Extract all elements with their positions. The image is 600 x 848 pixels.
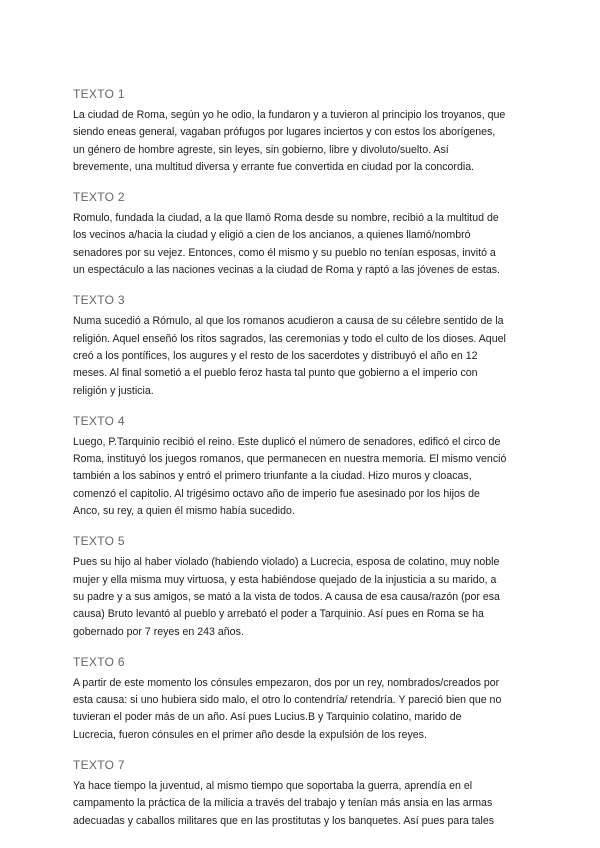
paragraph-line: mujer y ella misma muy virtuosa, y esta habiéndose quejado de la injusticia a su marido, a	[73, 573, 497, 586]
section-heading: TEXTO 2	[73, 190, 125, 205]
paragraph-line: un género de hombre agreste, sin leyes, sin gobierno, libre y divoluto/suelto. Así	[73, 143, 449, 156]
document-page	[73, 86, 533, 843]
paragraph-line: Luego, P.Tarquinio recibió el reino. Este duplicó el número de senadores, edificó el circo de	[73, 435, 501, 448]
section-texto-5	[73, 533, 533, 640]
paragraph-line: Roma, instituyó los juegos romanos, que permanecen en nuestra memoria. El mismo venció	[73, 453, 507, 466]
paragraph-line: Pues su hijo al haber violado (habiendo violado) a Lucrecia, esposa de colatino, muy noble	[73, 556, 500, 569]
section-paragraph	[73, 778, 533, 830]
paragraph-line: A partir de este momento los cónsules empezaron, dos por un rey, nombrados/creados por	[73, 676, 500, 689]
section-heading: TEXTO 1	[73, 87, 125, 101]
section-paragraph	[73, 313, 533, 399]
paragraph-line: causa) Bruto levantó al pueblo y arrebató el poder a Tarquinio. Así pues en Roma se ha	[73, 608, 484, 621]
paragraph-line: los vecinos a/hacia la ciudad y eligió a cien de los ancianos, a quienes llamó/nombró	[73, 229, 471, 242]
section-texto-3	[73, 292, 533, 399]
section-texto-7	[73, 757, 533, 830]
section-paragraph	[73, 434, 533, 520]
section-heading: TEXTO 3	[73, 293, 125, 308]
paragraph-line: Anco, su rey, a quien él mismo había sucedido.	[73, 505, 295, 518]
section-texto-6	[73, 654, 533, 744]
paragraph-line: esta causa: si uno hubiera sido malo, el otro lo contendría/ retendría. Y pareció bien que no	[73, 694, 502, 707]
paragraph-line: meses. Al final sometió a el pueblo feroz hasta tal punto que gobierno a el imperio con	[73, 367, 478, 380]
paragraph-line: Lucrecia, fueron cónsules en el primer año desde la expulsión de los reyes.	[73, 728, 427, 741]
paragraph-line: Ya hace tiempo la juventud, al mismo tiempo que soportaba la guerra, aprendía en el	[73, 780, 473, 793]
paragraph-line: Numa sucedió a Rómulo, al que los romanos acudieron a causa de su célebre sentido de la	[73, 315, 504, 328]
section-heading: TEXTO 7	[73, 758, 125, 773]
paragraph-line: La ciudad de Roma, según yo he odio, la fundaron y a tuvieron al principio los troyanos, que	[73, 109, 506, 121]
section-paragraph	[73, 107, 533, 176]
paragraph-line: un espectáculo a las naciones vecinas a la ciudad de Roma y raptó a las jóvenes de estas.	[73, 264, 500, 277]
paragraph-line: comenzó el capitolio. Al trigésimo octavo año de imperio fue asesinado por los hijos de	[73, 487, 480, 500]
paragraph-line: brevemente, una multitud diversa y errante fue convertida en ciudad por la concordia.	[73, 160, 475, 173]
section-texto-4	[73, 413, 533, 520]
section-paragraph	[73, 210, 533, 279]
paragraph-line: siendo eneas general, vagaban prófugos por lugares inciertos y con estos los aborígenes,	[73, 126, 496, 139]
section-paragraph	[73, 675, 533, 744]
section-paragraph	[73, 554, 533, 640]
section-heading: TEXTO 5	[73, 534, 125, 549]
section-heading: TEXTO 6	[73, 654, 125, 669]
section-texto-2	[73, 189, 533, 279]
paragraph-line: religión y justicia.	[73, 384, 154, 397]
paragraph-line: campamento la práctica de la milicia a través del trabajo y tenían más ansia en las armas	[73, 797, 493, 810]
paragraph-line: también a los sabinos y entró el primero triunfante a la ciudad. Hizo muros y cloacas,	[73, 470, 472, 483]
section-texto-1	[73, 86, 533, 176]
paragraph-line: su padre y a sus amigos, se mató a la vista de todos. A causa de esa causa/razón (por esa	[73, 590, 500, 603]
paragraph-line: tuvieran el poder más de un año. Así pues Lucius.B y Tarquinio colatino, marido de	[73, 711, 462, 724]
paragraph-line: Romulo, fundada la ciudad, a la que llamó Roma desde su nombre, recibió a la multitud de	[73, 212, 499, 225]
paragraph-line: senadores por su vejez. Entonces, como él mismo y su pueblo no tenían esposas, invitó a	[73, 246, 496, 259]
paragraph-line: religión. Aquel enseñó los ritos sagrados, las ceremonias y todo el culto de los dioses. Aquel	[73, 332, 506, 345]
paragraph-line: adecuadas y caballos militares que en las prostitutas y los banquetes. Así pues para tales	[73, 814, 495, 827]
paragraph-line: creó a los pontífices, los augures y el resto de los sacerdotes y distribuyó el año en 12	[73, 349, 478, 362]
section-heading: TEXTO 4	[73, 413, 125, 428]
paragraph-line: gobernado por 7 reyes en 243 años.	[73, 625, 244, 638]
